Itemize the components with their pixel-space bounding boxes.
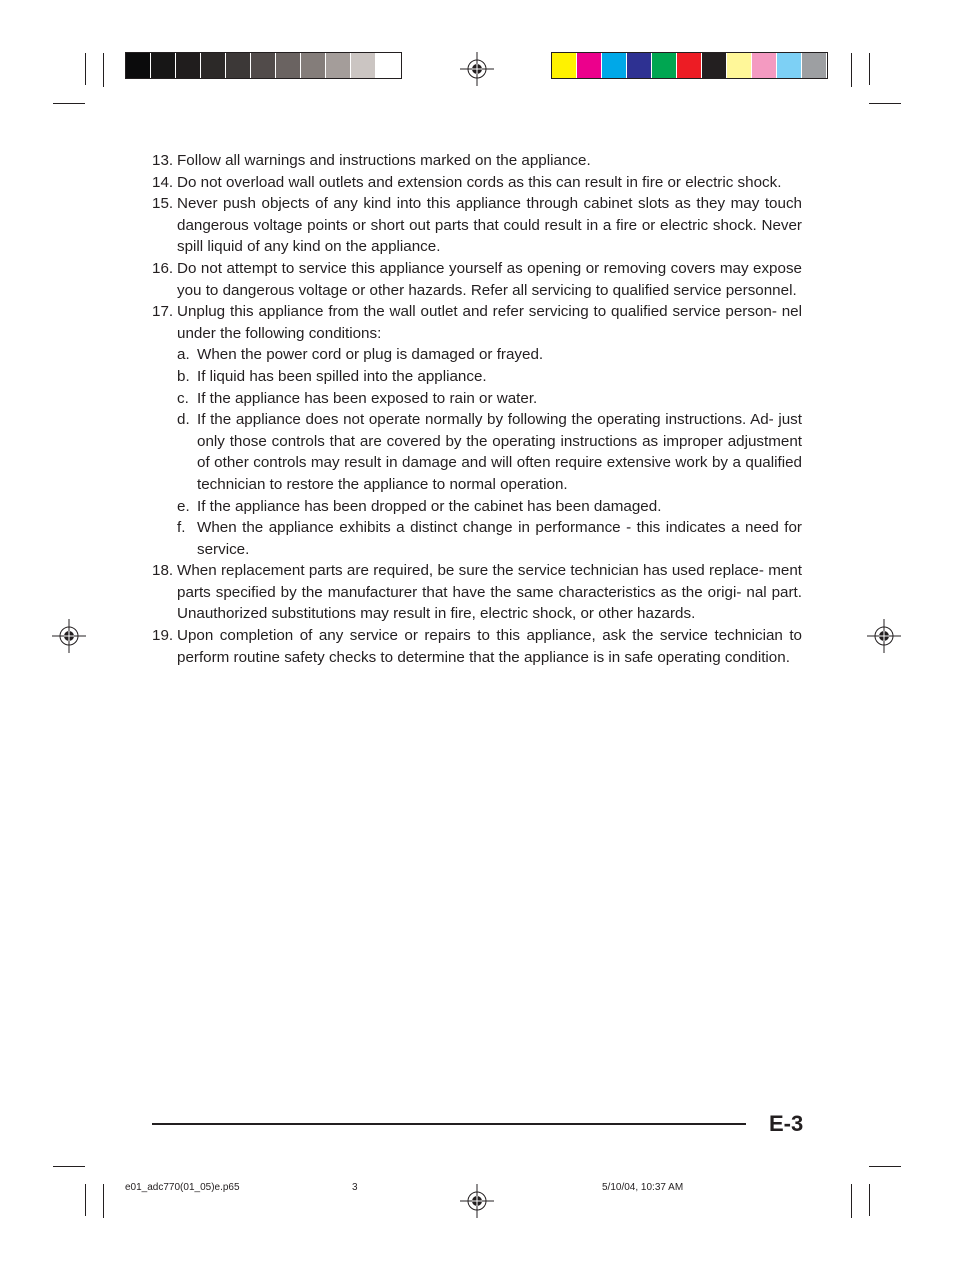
crop-mark — [103, 53, 104, 87]
crop-mark — [869, 1184, 870, 1216]
item-number: 17. — [152, 303, 174, 321]
sub-list-item — [152, 409, 802, 495]
crop-mark — [851, 1184, 852, 1218]
gray-swatch — [276, 53, 300, 78]
color-swatch — [702, 53, 726, 78]
gray-swatch — [151, 53, 175, 78]
item-text: Unplug this appliance from the wall outlet and refer servicing to qualified service person- nel under the following conditions: — [177, 303, 802, 342]
gray-swatch — [226, 53, 250, 78]
sub-list-item — [152, 496, 802, 518]
gray-swatch — [251, 53, 275, 78]
color-swatch — [677, 53, 701, 78]
list-item — [152, 560, 802, 625]
crop-mark — [869, 53, 870, 85]
color-swatch — [602, 53, 626, 78]
color-swatch — [727, 53, 751, 78]
item-text: Never push objects of any kind into this appliance through cabinet slots as they may touch dangerous voltage points or short out parts that could result in a fire or electric shock. Never spill liquid of any kind on the appliance. — [177, 195, 802, 256]
sub-list-item — [152, 388, 802, 410]
gray-swatch — [351, 53, 375, 78]
color-swatch — [777, 53, 801, 78]
sub-item-letter: b. — [177, 367, 190, 385]
item-text: Do not overload wall outlets and extension cords as this can result in fire or electric shock. — [177, 173, 782, 191]
gray-swatch — [176, 53, 200, 78]
item-text: Do not attempt to service this appliance yourself as opening or removing covers may expose you to dangerous voltage or other hazards. Refer all servicing to qualified service personnel. — [177, 259, 802, 299]
list-item — [152, 172, 802, 194]
gray-swatch — [126, 53, 150, 78]
registration-mark-icon — [460, 1184, 494, 1218]
sub-list-item — [152, 517, 802, 560]
sub-list-item — [152, 344, 802, 366]
item-text: Follow all warnings and instructions marked on the appliance. — [177, 152, 591, 169]
registration-mark-icon — [460, 52, 494, 86]
item-number: 16. — [152, 259, 174, 277]
crop-mark — [85, 53, 86, 85]
slug-datetime: 5/10/04, 10:37 AM — [602, 1182, 684, 1193]
crop-mark — [85, 1184, 86, 1216]
sub-item-letter: a. — [177, 346, 190, 364]
item-number: 14. — [152, 173, 174, 191]
sub-item-letter: f. — [177, 519, 186, 537]
item-number: 13. — [152, 152, 174, 169]
crop-mark — [869, 103, 901, 104]
sub-item-text: If the appliance does not operate normally by following the operating instructions. Ad- just only those controls that are covered by the operating instructions as improper adjustment of other controls may result in damage and will often require extensive work by a qualified technician to restore the appliance to normal operation. — [197, 411, 802, 493]
gray-swatch — [376, 53, 400, 78]
gray-swatch — [301, 53, 325, 78]
crop-mark — [53, 103, 85, 104]
sub-item-text: When the appliance exhibits a distinct change in performance - this indicates a need for service. — [197, 519, 802, 558]
color-swatch — [752, 53, 776, 78]
sub-item-letter: e. — [177, 497, 190, 515]
sub-item-text: If the appliance has been dropped or the cabinet has been damaged. — [197, 497, 662, 515]
sub-item-text: If the appliance has been exposed to rain or water. — [197, 389, 538, 407]
crop-mark — [869, 1166, 901, 1167]
crop-mark — [103, 1184, 104, 1218]
registration-mark-icon — [52, 619, 86, 653]
page-number: E-3 — [769, 1111, 804, 1136]
sub-item-letter: c. — [177, 389, 189, 407]
list-item — [152, 301, 802, 344]
crop-mark — [851, 53, 852, 87]
sub-item-text: When the power cord or plug is damaged or frayed. — [197, 346, 544, 364]
list-item — [152, 258, 802, 301]
gray-swatch — [326, 53, 350, 78]
crop-mark — [53, 1166, 85, 1167]
item-number: 15. — [152, 195, 174, 213]
color-swatch — [652, 53, 676, 78]
color-swatch — [627, 53, 651, 78]
sub-item-letter: d. — [177, 411, 190, 429]
gray-swatch — [201, 53, 225, 78]
item-number: 19. — [152, 627, 174, 645]
item-text: Upon completion of any service or repairs to this appliance, ask the service technician to perform routine safety checks to determine that the appliance is in safe operating condition. — [177, 627, 802, 666]
list-item — [152, 625, 802, 668]
sub-list-item — [152, 366, 802, 388]
color-swatch — [802, 53, 826, 78]
color-swatch — [577, 53, 601, 78]
list-item — [152, 150, 802, 172]
item-text: When replacement parts are required, be sure the service technician has used replace- ment parts specified by the manufacturer that have the same characteristics as the origi- nal part. Unauthorized substitutions may result in fire, electric shock, or other hazards. — [177, 562, 802, 623]
slug-page: 3 — [352, 1182, 358, 1193]
color-swatch — [552, 53, 576, 78]
item-number: 18. — [152, 562, 174, 580]
sub-item-text: If liquid has been spilled into the appliance. — [197, 367, 487, 385]
safety-instructions — [152, 150, 802, 668]
footer-rule — [152, 1123, 746, 1125]
list-item — [152, 193, 802, 258]
slug-filename: e01_adc770(01_05)e.p65 — [125, 1182, 240, 1193]
registration-mark-icon — [867, 619, 901, 653]
